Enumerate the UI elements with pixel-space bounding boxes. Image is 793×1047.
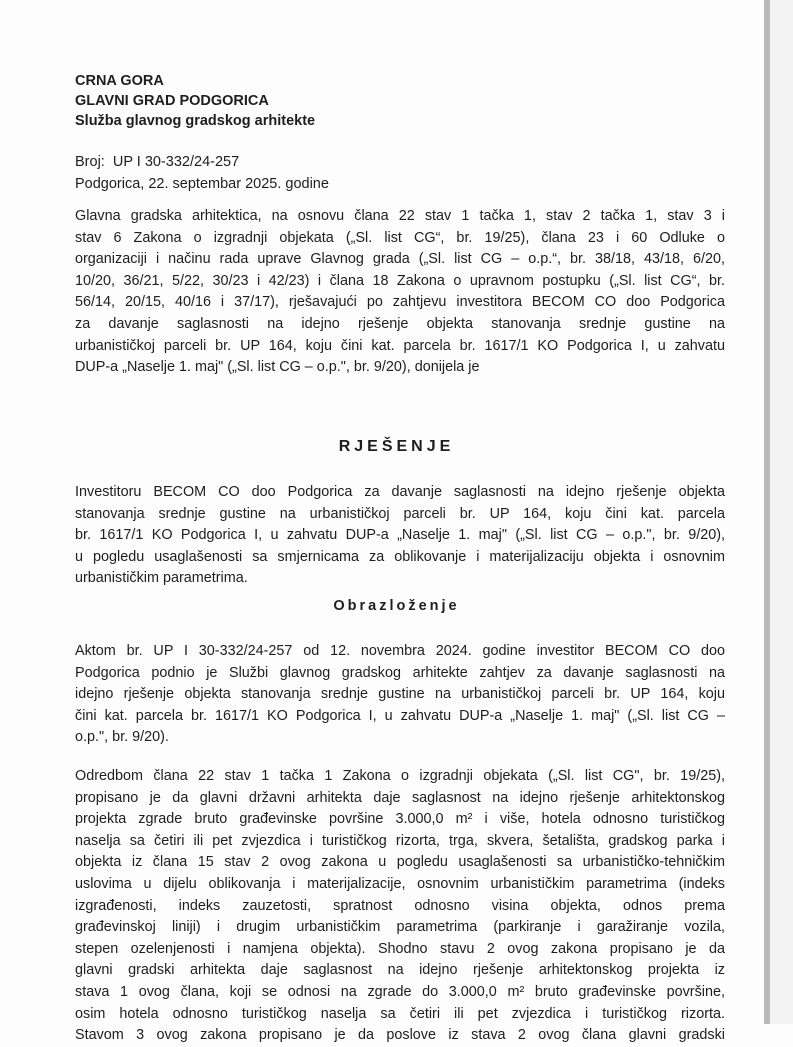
text-line: propisano je da glavni državni arhitekta daje saglasnost na idejno rješenje arhitektonskog <box>75 789 725 806</box>
reference-number: Broj: UP I 30-332/24-257 <box>75 154 240 170</box>
text-line: 56/14, 20/15, 40/16 i 37/17), rješavajući po zahtjevu investitora BECOM CO doo Podgorica <box>75 294 725 311</box>
text-line: projekta zgrade bruto građevinske površine 3.000,0 m² i više, hotela odnosno turističkog <box>75 811 725 828</box>
text-line: Odredbom člana 22 stav 1 tačka 1 Zakona o izgradnji objekata („Sl. list CG", br. 19/25), <box>75 768 725 784</box>
text-line: Aktom br. UP I 30-332/24-257 od 12. novembra 2024. godine investitor BECOM CO doo <box>75 643 725 659</box>
text-line: Stavom 3 ovog zakona propisano je da poslove iz stava 2 ovog člana glavni gradski <box>75 1027 725 1044</box>
intro-paragraph <box>75 206 725 379</box>
page-edge-shadow <box>764 0 770 1024</box>
text-line: urbanističkim parametrima. <box>75 570 248 587</box>
text-line: naselja sa četiri ili pet zvjezdica i turističkog rizorta, trga, skvera, šetališta, gradskog parka i <box>75 832 725 849</box>
text-line: organizaciji i načinu rada uprave Glavnog grada („Sl. list CG – o.p.“, br. 38/18, 43/18, 6/20, <box>75 251 725 268</box>
scan-margin <box>770 0 793 1024</box>
text-line: stepen ozelenjenosti i namjena objekta). Shodno stavu 2 ovog zakona propisano je da <box>75 940 725 957</box>
text-line: stava 1 ovog člana, koji se odnosi na zgrade do 3.000,0 m² bruto građevinske površine, <box>75 983 725 1000</box>
text-line: objekta iz člana 15 stav 2 ovog zakona u pogledu usaglašenosti sa urbanističko-tehničkim <box>75 854 725 871</box>
place-date: Podgorica, 22. septembar 2025. godine <box>75 176 329 192</box>
text-line: za davanje saglasnosti na idejno rješenje objekta stanovanja srednje gustine na <box>75 315 725 332</box>
letterhead <box>75 71 315 131</box>
text-line: stav 6 Zakona o izgradnji objekata („Sl. list CG“, br. 19/25), člana 23 i 60 Odluke o <box>75 229 725 246</box>
text-line: Podgorica podnio je Službi glavnog gradskog arhitekte zahtjev za davanje saglasnosti na <box>75 664 725 681</box>
text-line: izgrađenosti, indeks zauzetosti, spratnost odnosno visina objekta, odnos prema <box>75 897 725 914</box>
country-name: CRNA GORA <box>75 73 164 89</box>
text-line: urbanističkoj parceli br. UP 164, koju čini kat. parcela br. 1617/1 KO Podgorica I, u zahvatu <box>75 337 725 354</box>
reasoning-title: Obrazloženje <box>333 598 460 614</box>
text-line: br. 1617/1 KO Podgorica I, u zahvatu DUP-a „Naselje 1. maj" („Sl. list CG – o.p.", br. 9/20), <box>75 527 725 544</box>
text-line: 10/20, 36/21, 5/22, 30/23 i 42/23) i člana 18 Zakona o upravnom postupku („Sl. list CG“, br. <box>75 272 725 289</box>
text-line: Investitoru BECOM CO doo Podgorica za davanje saglasnosti na idejno rješenje objekta <box>75 484 725 500</box>
text-line: o.p.", br. 9/20). <box>75 729 169 746</box>
text-line: čini kat. parcela br. 1617/1 KO Podgorica I, u zahvatu DUP-a „Naselje 1. maj" („Sl. list CG – <box>75 707 725 724</box>
decision-paragraph <box>75 482 725 590</box>
reasoning-paragraph <box>75 641 725 749</box>
text-line: glavni gradski arhitekta daje saglasnost na idejno rješenje arhitektonskog projekta iz <box>75 962 725 979</box>
decision-title: RJEŠENJE <box>338 438 455 455</box>
city-name: GLAVNI GRAD PODGORICA <box>75 93 269 109</box>
text-line: Glavna gradska arhitektica, na osnovu člana 22 stav 1 tačka 1, stav 2 tačka 1, stav 3 i <box>75 208 725 224</box>
text-line: u pogledu usaglašenosti sa smjernicama za oblikovanje i materijalizaciju objekta i osnovnim <box>75 548 725 565</box>
law-paragraph <box>75 766 725 1047</box>
office-name: Služba glavnog gradskog arhitekte <box>75 113 316 129</box>
text-line: uslovima u dijelu oblikovanja i materijalizacije, osnovnim urbanističkim parametrima (indeks <box>75 875 725 892</box>
text-line: osim hotela odnosno turističkog naselja sa četiri ili pet zvjezdica i turističkog rizorta. <box>75 1005 725 1022</box>
text-line: DUP-a „Naselje 1. maj" („Sl. list CG – o.p.", br. 9/20), donijela je <box>75 359 480 376</box>
text-line: građevinskoj liniji) i drugim urbanističkim parametrima (parkiranje i garažiranje vozila, <box>75 919 725 936</box>
text-line: stanovanja srednje gustine na urbanističkoj parceli br. UP 164, koju čini kat. parcela <box>75 505 725 522</box>
text-line: idejno rješenje objekta stanovanja srednje gustine na urbanističkoj parceli br. UP 164, koju <box>75 686 725 703</box>
document-reference <box>75 151 329 195</box>
